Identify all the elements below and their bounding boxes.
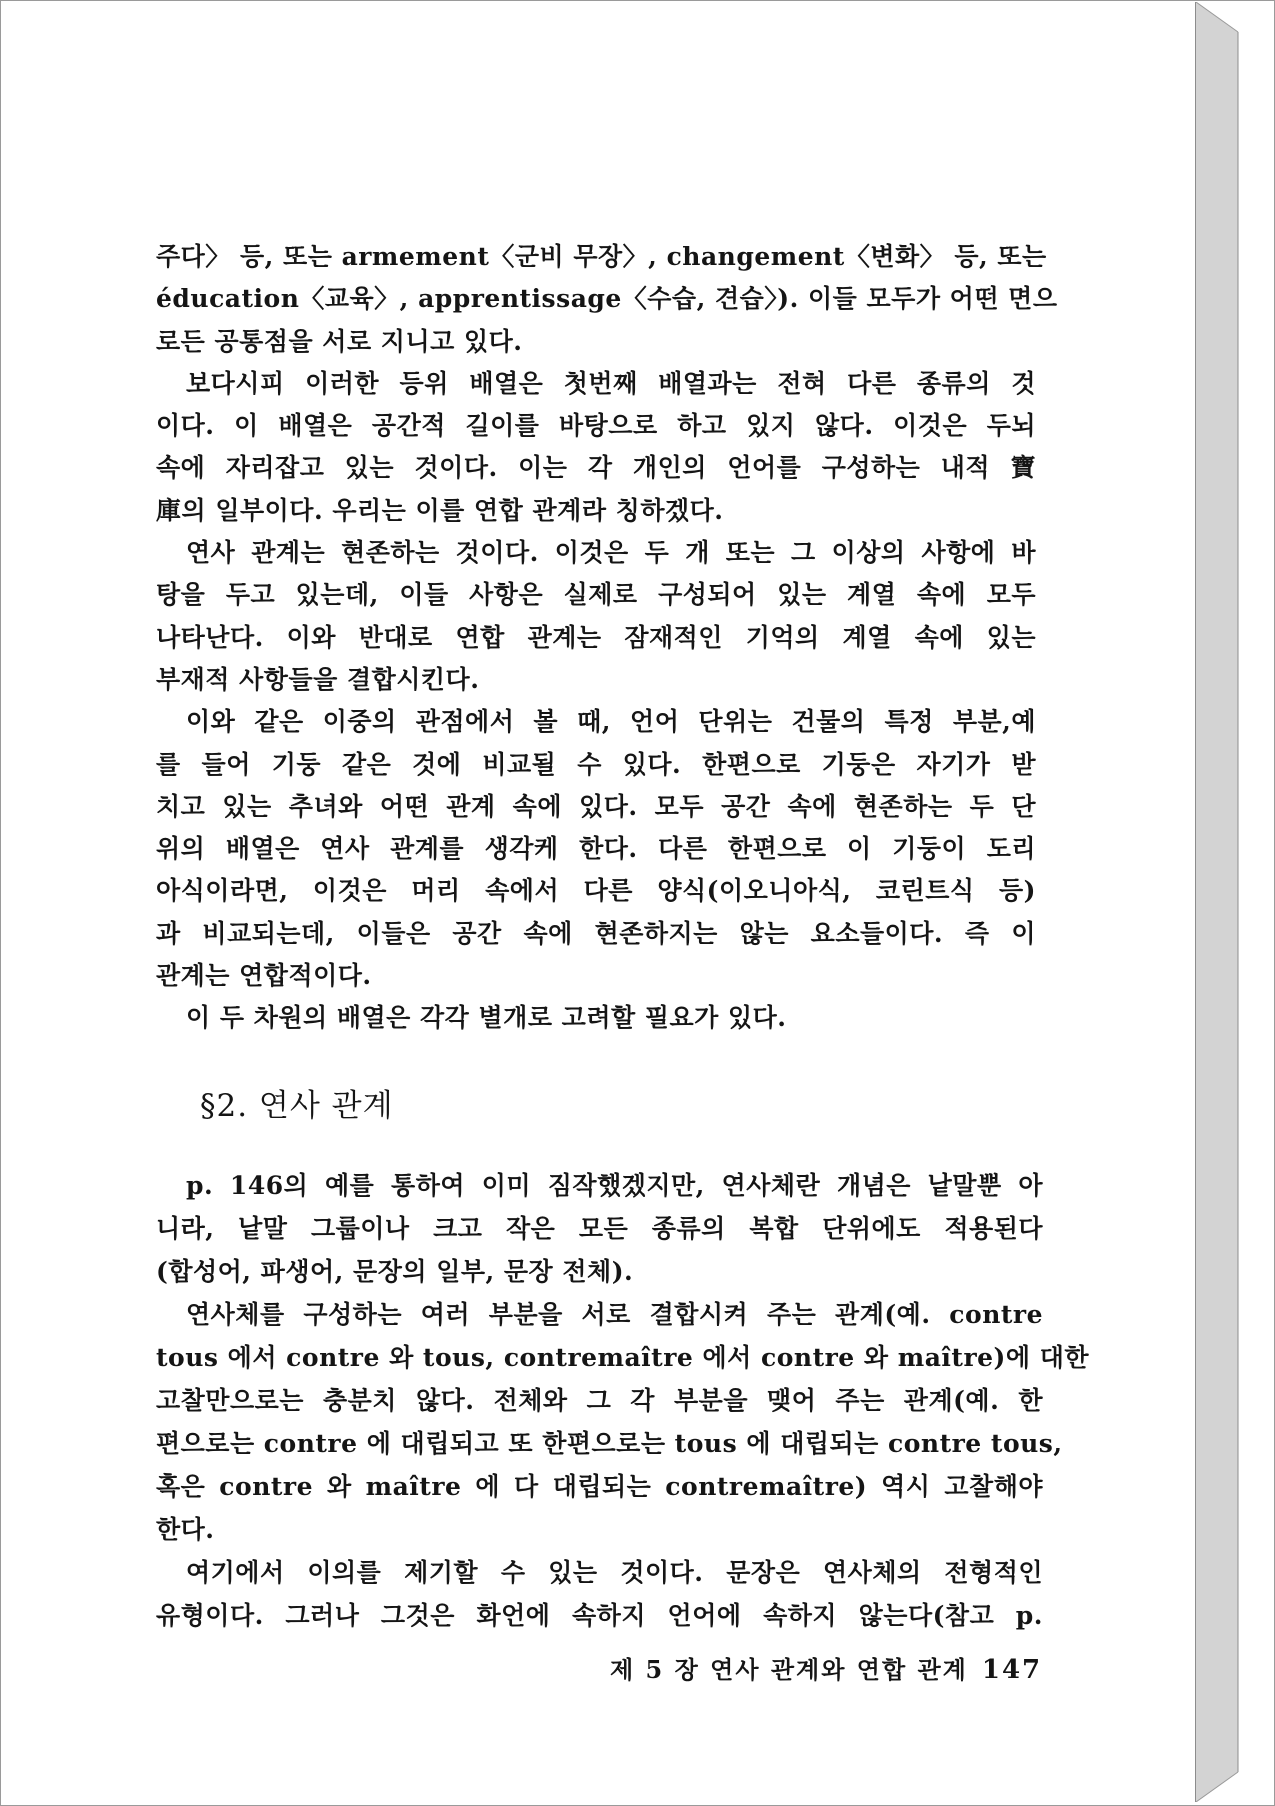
text-line: 이와 같은 이중의 관점에서 볼 때, 언어 단위는 건물의 특정 부분,예 [186, 707, 1036, 737]
body-text-top [156, 236, 1058, 1040]
text-line: 치고 있는 추녀와 어떤 관계 속에 있다. 모두 공간 속에 현존하는 두 단 [156, 791, 1036, 821]
body-text-bottom [156, 1164, 1090, 1637]
text-line: 를 들어 기둥 같은 것에 비교될 수 있다. 한편으로 기둥은 자기가 받 [156, 749, 1036, 779]
text-line: 나타난다. 이와 반대로 연합 관계는 잠재적인 기억의 계열 속에 있는 [156, 622, 1036, 652]
text-line: 유형이다. 그러나 그것은 화언에 속하지 언어에 속하지 않는다(참고 p. [156, 1601, 1043, 1630]
text-line: 보다시피 이러한 등위 배열은 첫번째 배열과는 전혀 다른 종류의 것 [186, 368, 1036, 398]
text-line: 니라, 낱말 그룹이나 크고 작은 모든 종류의 복합 단위에도 적용된다 [156, 1214, 1043, 1243]
text-line: p. 146의 예를 통하여 이미 짐작했겠지만, 연사체란 개념은 낱말뿐 아 [186, 1171, 1043, 1200]
text-line: 고찰만으로는 충분치 않다. 전체와 그 각 부분을 맺어 주는 관계(예. 한 [156, 1386, 1043, 1415]
page-edge-shadow [1196, 2, 1250, 1802]
text-line: 연사 관계는 현존하는 것이다. 이것은 두 개 또는 그 이상의 사항에 바 [186, 538, 1036, 568]
text-line: 속에 자리잡고 있는 것이다. 이는 각 개인의 언어를 구성하는 내적 寶 [156, 453, 1036, 483]
text-line: 庫의 일부이다. 우리는 이를 연합 관계라 칭하겠다. [156, 495, 724, 525]
text-line: 이 두 차원의 배열은 각각 별개로 고려할 필요가 있다. [186, 1003, 787, 1033]
text-line: 한다. [156, 1515, 215, 1544]
text-line: 관계는 연합적이다. [156, 961, 372, 991]
text-line: 편으로는 contre 에 대립되고 또 한편으로는 tous 에 대립되는 contre tous, [156, 1429, 1063, 1458]
text-line: 여기에서 이의를 제기할 수 있는 것이다. 문장은 연사체의 전형적인 [186, 1558, 1043, 1587]
text-line: 위의 배열은 연사 관계를 생각케 한다. 다른 한편으로 이 기둥이 도리 [156, 834, 1036, 864]
text-line: 이다. 이 배열은 공간적 길이를 바탕으로 하고 있지 않다. 이것은 두뇌 [156, 411, 1036, 441]
text-line: 과 비교되는데, 이들은 공간 속에 현존하지는 않는 요소들이다. 즉 이 [156, 918, 1036, 948]
text-line: éducation〈교육〉, apprentissage〈수습, 견습〉). 이들 모두가 어떤 면으 [156, 284, 1058, 314]
page-number: 147 [981, 1655, 1043, 1685]
text-line: (합성어, 파생어, 문장의 일부, 문장 전체). [156, 1257, 634, 1286]
text-line: 연사체를 구성하는 여러 부분을 서로 결합시켜 주는 관계(예. contre [186, 1300, 1043, 1329]
text-line: 아식이라면, 이것은 머리 속에서 다른 양식(이오니아식, 코린트식 등) [156, 876, 1036, 906]
text-line: 로든 공통점을 서로 지니고 있다. [156, 326, 523, 356]
text-line: 혹은 contre 와 maître 에 다 대립되는 contremaître) 역시 고찰해야 [156, 1472, 1043, 1501]
text-line: 주다〉 등, 또는 armement〈군비 무장〉, changement〈변화〉 등, 또는 [156, 242, 1047, 271]
running-footer [610, 1650, 1042, 1685]
text-line: 부재적 사항들을 결합시킨다. [156, 664, 480, 694]
section-heading: §2. 연사 관계 [200, 1088, 394, 1124]
text-line: tous 에서 contre 와 tous, contremaître 에서 contre 와 maître)에 대한 [156, 1343, 1090, 1372]
footer-chapter-title: 제 5 장 연사 관계와 연합 관계 [610, 1655, 968, 1684]
text-line: 탕을 두고 있는데, 이들 사항은 실제로 구성되어 있는 계열 속에 모두 [156, 580, 1036, 610]
